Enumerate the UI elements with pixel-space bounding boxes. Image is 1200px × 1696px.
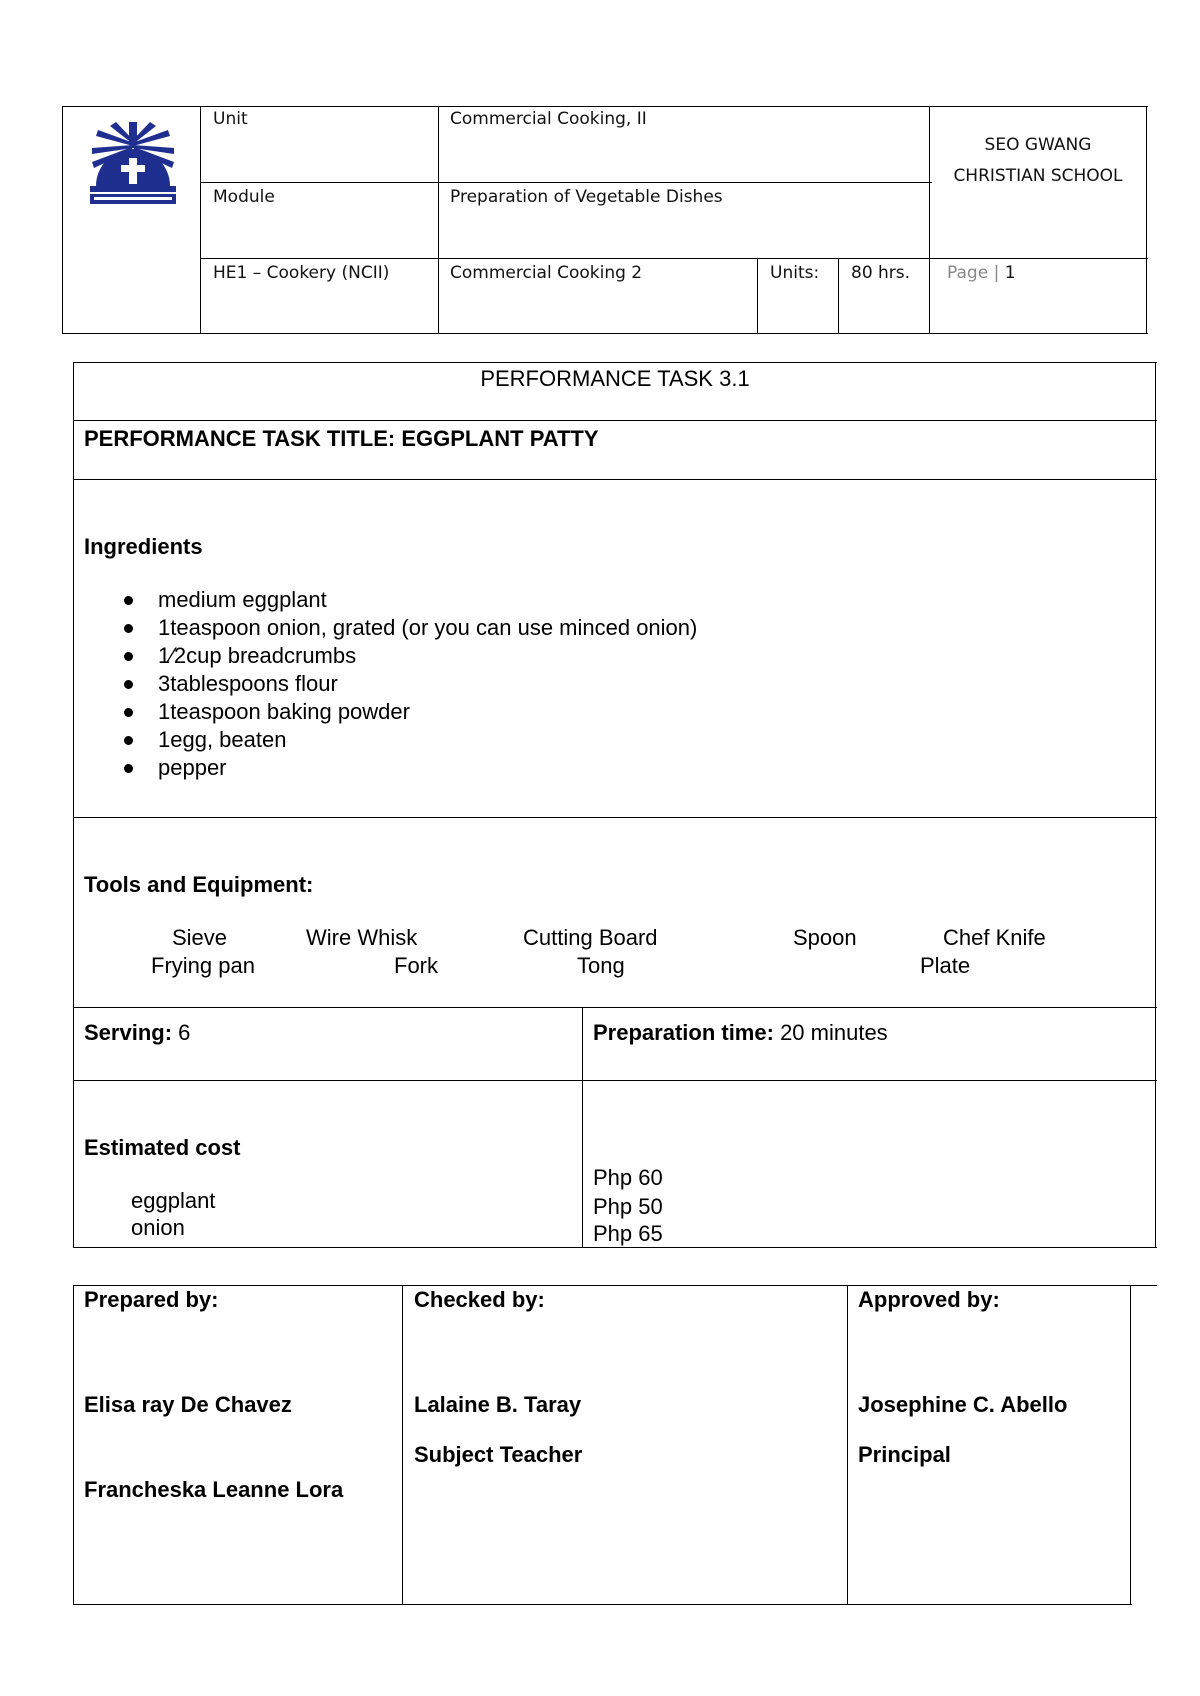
school-emblem-icon: [88, 120, 178, 206]
course-value: Commercial Cooking 2: [450, 263, 643, 283]
course-label: HE1 – Cookery (NCII): [213, 263, 390, 283]
task-heading: PERFORMANCE TASK 3.1: [480, 366, 750, 391]
approved-by-label: Approved by:: [858, 1287, 1000, 1312]
tool-item: Chef Knife: [943, 925, 1046, 950]
module-label: Module: [213, 187, 275, 207]
page-number: 1: [1004, 263, 1016, 283]
approved-by-name: Josephine C. Abello: [858, 1392, 1068, 1417]
prepared-by-label: Prepared by:: [84, 1287, 219, 1312]
cost-heading: Estimated cost: [84, 1135, 241, 1160]
checked-by-role: Subject Teacher: [414, 1442, 583, 1467]
cost-price: Php 65: [593, 1221, 663, 1246]
cost-price: Php 50: [593, 1194, 663, 1219]
prep-time-value: 20 minutes: [780, 1020, 888, 1045]
ingredients-list: [124, 586, 697, 782]
page-separator: |: [993, 263, 1000, 283]
unit-value: Commercial Cooking, II: [450, 109, 647, 129]
list-item: 3tablespoons flour: [124, 670, 697, 698]
unit-label: Unit: [213, 109, 248, 129]
prepared-by-name: Elisa ray De Chavez: [84, 1392, 292, 1417]
list-item: 1egg, beaten: [124, 726, 697, 754]
tools-heading: Tools and Equipment:: [84, 872, 314, 897]
checked-by-label: Checked by:: [414, 1287, 545, 1312]
units-label: Units:: [770, 263, 820, 283]
list-item: pepper: [124, 754, 697, 782]
prep-time-label: Preparation time:: [593, 1020, 774, 1045]
list-item: medium eggplant: [124, 586, 697, 614]
units-value: 80 hrs.: [851, 263, 911, 283]
tool-item: Wire Whisk: [306, 925, 418, 950]
tool-item: Sieve: [172, 925, 228, 950]
school-logo: [88, 120, 178, 206]
tool-item: Plate: [920, 953, 971, 978]
tool-item: Fork: [394, 953, 438, 978]
school-name-line2: CHRISTIAN SCHOOL: [953, 166, 1123, 186]
task-title: PERFORMANCE TASK TITLE: EGGPLANT PATTY: [84, 426, 599, 451]
ingredients-heading: Ingredients: [84, 534, 203, 559]
tool-item: Tong: [577, 953, 625, 978]
prepared-by-name: Francheska Leanne Lora: [84, 1477, 344, 1502]
page-indicator: [947, 263, 1016, 283]
list-item: 1⁄2cup breadcrumbs: [124, 642, 697, 670]
module-value: Preparation of Vegetable Dishes: [450, 187, 723, 207]
serving-value: 6: [178, 1020, 191, 1045]
list-item: 1teaspoon onion, grated (or you can use minced onion): [124, 614, 697, 642]
serving-label: Serving:: [84, 1020, 173, 1045]
cost-item: onion: [131, 1215, 185, 1240]
checked-by-name: Lalaine B. Taray: [414, 1392, 582, 1417]
cost-item: eggplant: [131, 1188, 216, 1213]
tool-item: Spoon: [793, 925, 857, 950]
list-item: 1teaspoon baking powder: [124, 698, 697, 726]
page-word: Page: [947, 263, 989, 283]
tool-item: Cutting Board: [523, 925, 658, 950]
school-name: [930, 130, 1146, 192]
school-name-line1: SEO GWANG: [984, 135, 1092, 155]
serving: [84, 1020, 190, 1046]
preparation-time: [593, 1020, 888, 1046]
tool-item: Frying pan: [151, 953, 255, 978]
approved-by-role: Principal: [858, 1442, 951, 1467]
cost-price: Php 60: [593, 1165, 663, 1190]
